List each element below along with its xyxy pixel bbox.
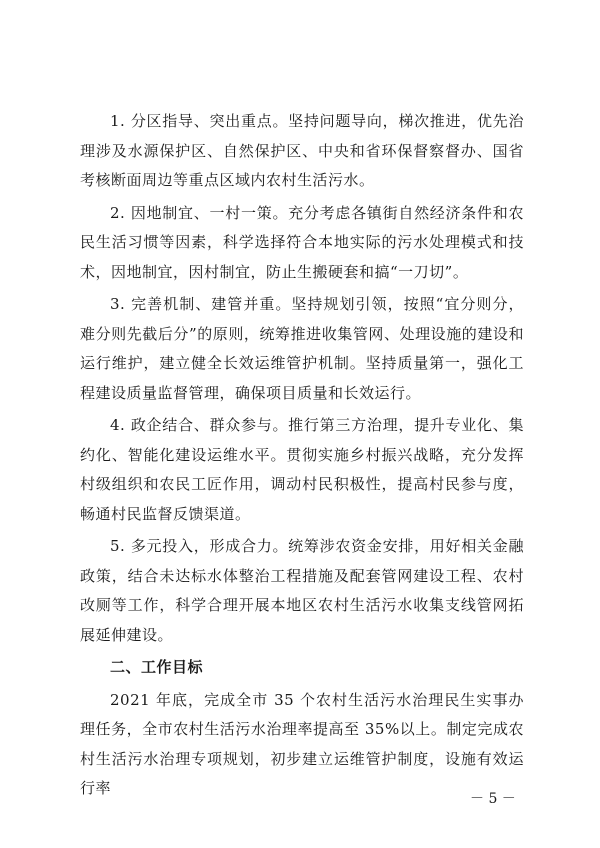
principle-paragraph-5: 5. 多元投入，形成合力。统筹涉农资金安排，用好相关金融政策，结合未达标水体整治工程措施及配套管网建设工程、农村改厕等工作，科学合理开展本地区农村生活污水收集支线管网拓展延伸建设。 [80, 537, 524, 644]
principle-paragraph-4: 4. 政企结合、群众参与。推行第三方治理，提升专业化、集约化、智能化建设运维水平。贯彻实施乡村振兴战略，充分发挥村级组织和农民工匠作用，调动村民积极性，提高村民参与度，畅通村民监督反馈渠道。 [80, 416, 524, 523]
goal-paragraph: 2021 年底，完成全市 35 个农村生活污水治理民生实事办理任务，全市农村生活污水治理率提高至 35%以上。制定完成农村生活污水治理专项规划，初步建立运维管护制度，设施有效运行率 [80, 690, 524, 797]
principle-paragraph-3: 3. 完善机制、建管并重。坚持规划引领，按照“宜分则分，难分则先截后分”的原则，统筹推进收集管网、处理设施的建设和运行维护，建立健全长效运维管护机制。坚持质量第一，强化工程建设质量监督管理，确保项目质量和长效运行。 [80, 295, 524, 402]
document-body [80, 107, 524, 807]
section-heading: 二、工作目标 [110, 658, 204, 676]
principle-paragraph-1: 1. 分区指导、突出重点。坚持问题导向，梯次推进，优先治理涉及水源保护区、自然保护区、中央和省环保督察督办、国省考核断面周边等重点区域内农村生活污水。 [80, 112, 524, 189]
principle-paragraph-2: 2. 因地制宜、一村一策。充分考虑各镇街自然经济条件和农民生活习惯等因素，科学选择符合本地实际的污水处理模式和技术，因地制宜，因村制宜，防止生搬硬套和搞“一刀切”。 [80, 203, 524, 281]
page-number: － 5 － [470, 791, 516, 807]
